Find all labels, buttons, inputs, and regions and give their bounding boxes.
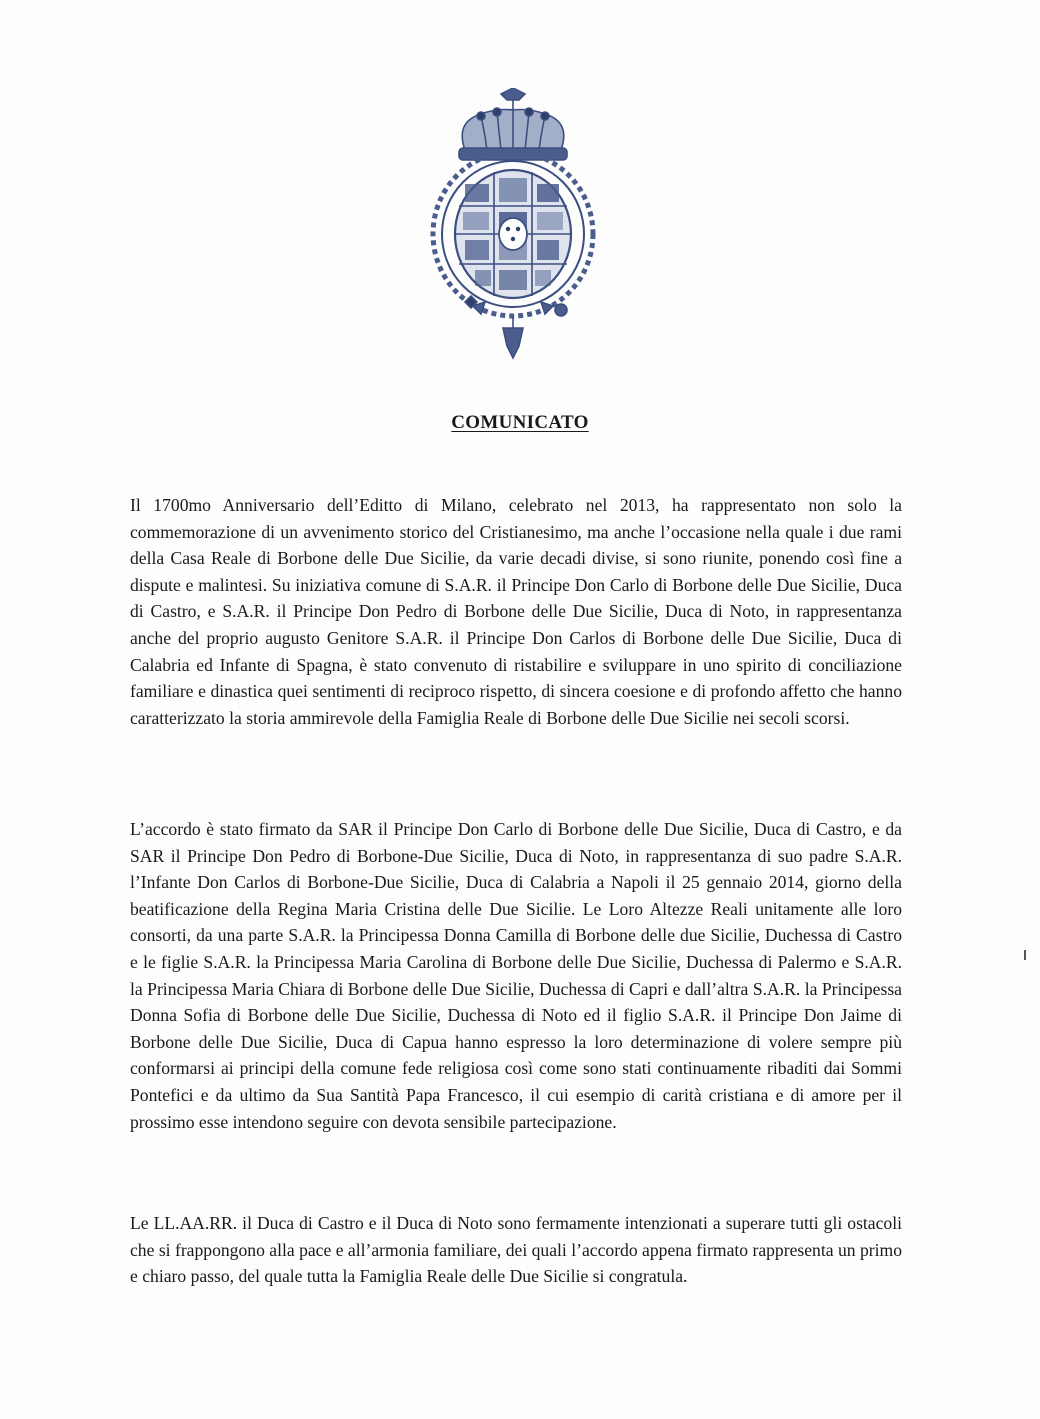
royal-coat-of-arms-icon — [425, 88, 601, 360]
document-title — [0, 412, 1040, 434]
document-title-text: COMUNICATO — [451, 412, 589, 433]
paragraph-conclusion: Le LL.AA.RR. il Duca di Castro e il Duca di Noto sono fermamente intenzionati a superare tutti gli ostacoli che si frappongono alla pace e all’armonia familiare, dei quali l’accordo appena firmato rappresenta un primo e chiaro passo, del quale tutta la Famiglia Reale delle Due Sicilie si congratula. — [130, 1213, 902, 1287]
margin-mark — [1024, 950, 1026, 960]
paragraph-agreement: L’accordo è stato firmato da SAR il Principe Don Carlo di Borbone delle Due Sicilie, Duca di Castro, e da SAR il Principe Don Pedro di Borbone-Due Sicilie, Duca di Noto, in rappresentanza di suo padre S.A.R. l’Infante Don Carlos di Borbone-Due Sicilie, Duca di Calabria a Napoli il 25 gennaio 2014, giorno della beatificazione della Regina Maria Cristina delle Due Sicilie. Le Loro Altezze Reali unitamente alle loro consorti, da una parte S.A.R. la Principessa Donna Camilla di Borbone delle due Sicilie, Duchessa di Castro e le figlie S.A.R. la Principessa Maria Carolina di Borbone delle Due Sicilie, Duchessa di Palermo e S.A.R. la Principessa Maria Chiara di Borbone delle Due Sicilie, Duchessa di Capri e dall’altra S.A.R. la Principessa Donna Sofia di Borbone delle Due Sicilie, Duchessa di Noto ed il figlio S.A.R. il Principe Don Jaime di Borbone delle Due Sicilie, Duca di Capua hanno espresso la loro determinazione di volere sempre più conformarsi ai principi della comune fede religiosa così come sono stati continuamente ribaditi dai Sommi Pontefici e da ultimo da Sua Santità Papa Francesco, il cui esempio di carità cristiana e di amore per il prossimo esse intendono seguire con devota sensibile partecipazione. — [130, 819, 902, 1132]
paragraph-anniversary: Il 1700mo Anniversario dell’Editto di Milano, celebrato nel 2013, ha rappresentato non solo la commemorazione di un avvenimento storico del Cristianesimo, ma anche l’occasione nella quale i due rami della Casa Reale di Borbone delle Due Sicilie, da varie decadi divise, si sono riunite, ponendo così fine a dispute e malintesi. Su iniziativa comune di S.A.R. il Principe Don Carlo di Borbone delle Due Sicilie, Duca di Castro, e S.A.R. il Principe Don Pedro di Borbone delle Due Sicilie, Duca di Noto, in rappresentanza anche del proprio augusto Genitore S.A.R. il Principe Don Carlos di Borbone delle Due Sicilie, Duca di Calabria ed Infante di Spagna, è stato convenuto di ristabilire e sviluppare in uno spirito di conciliazione familiare e dinastica quei sentimenti di reciproco rispetto, di sincera coesione e di profondo affetto che hanno caratterizzato la storia ammirevole della Famiglia Reale di Borbone delle Due Sicilie nei secoli scorsi. — [130, 495, 902, 728]
